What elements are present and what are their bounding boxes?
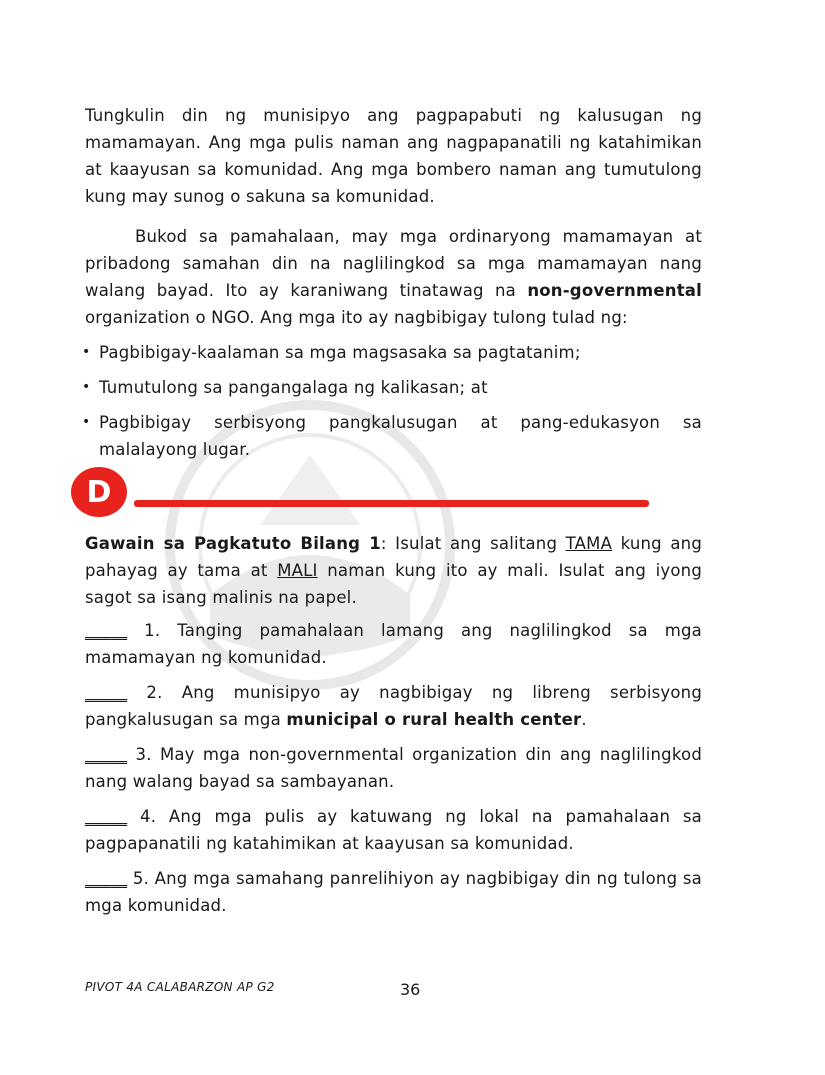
paragraph-1: Tungkulin din ng munisipyo ang pagpapabuti ng kalusugan ng mamamayan. Ang mga pulis naman ang nagpapanatili ng katahimikan at kaayusan sa komunidad. Ang mga bombero naman ang tumutulong kung may sunog o sakuna sa komunidad. [85,106,702,206]
question-item-4 [85,803,702,857]
question-text: 2. Ang munisipyo ay nagbibigay ng libreng serbisyong pangkalusugan sa mga [85,683,702,729]
activity-instructions [85,530,702,611]
question-text: 3. May mga non-governmental organization din ang naglilingkod nang walang bayad sa sambayanan. [85,745,702,791]
mali-keyword: MALI [277,561,318,580]
answer-blank[interactable]: _____ [85,869,128,888]
activity-section [85,530,702,927]
question-item-2 [85,679,702,733]
question-item-5 [85,865,702,919]
question-text: 1. Tanging pamahalaan lamang ang naglilingkod sa mga mamamayan ng komunidad. [85,621,702,667]
bullet-list [85,339,702,463]
body-text [85,102,702,471]
answer-blank[interactable]: _____ [85,745,128,764]
activity-title: Gawain sa Pagkatuto Bilang 1 [85,534,381,553]
instructions-text: : Isulat ang salitang [380,534,566,553]
health-center-term: municipal o rural health center [286,710,582,729]
paragraph-2-text: Bukod sa pamahalaan, may mga ordinaryong mamamayan at pribadong samahan din na naglilingkod sa mga mamamayan nang walang bayad. Ito ay karaniwang tinatawag na [85,227,702,300]
question-text: 4. Ang mga pulis ay katuwang ng lokal na pamahalaan sa pagpapanatili ng katahimikan at kaayusan sa komunidad. [85,807,702,853]
tama-keyword: TAMA [565,534,613,553]
paragraph-2 [85,223,702,331]
instructions-text: naman kung ito ay mali. Isulat ang iyong sagot sa isang malinis na papel. [85,561,702,607]
question-item-3 [85,741,702,795]
section-d-header [71,467,651,517]
list-item: • Pagbibigay-kaalaman sa mga magsasaka sa pagtatanim; [85,339,702,366]
instructions-text: kung ang pahayag ay tama at [85,534,702,580]
paragraph-2-text-end: organization o NGO. Ang mga ito ay nagbibigay tulong tulad ng: [85,308,628,327]
answer-blank[interactable]: _____ [85,683,128,702]
page-number: 36 [400,980,421,999]
answer-blank[interactable]: _____ [85,621,128,640]
answer-blank[interactable]: _____ [85,807,128,826]
section-divider [134,500,649,507]
ngo-term: non-governmental [527,281,702,300]
list-item: • Pagbibigay serbisyong pangkalusugan at pang-edukasyon sa malalayong lugar. [85,409,702,463]
question-text: 5. Ang mga samahang panrelihiyon ay nagbibigay din ng tulong sa mga komunidad. [85,869,702,915]
question-item-1 [85,617,702,671]
question-text-end: . [581,710,587,729]
footer-label: PIVOT 4A CALABARZON AP G2 [85,980,275,994]
list-item: • Tumutulong sa pangangalaga ng kalikasan; at [85,374,702,401]
section-letter-badge: D [71,467,127,517]
